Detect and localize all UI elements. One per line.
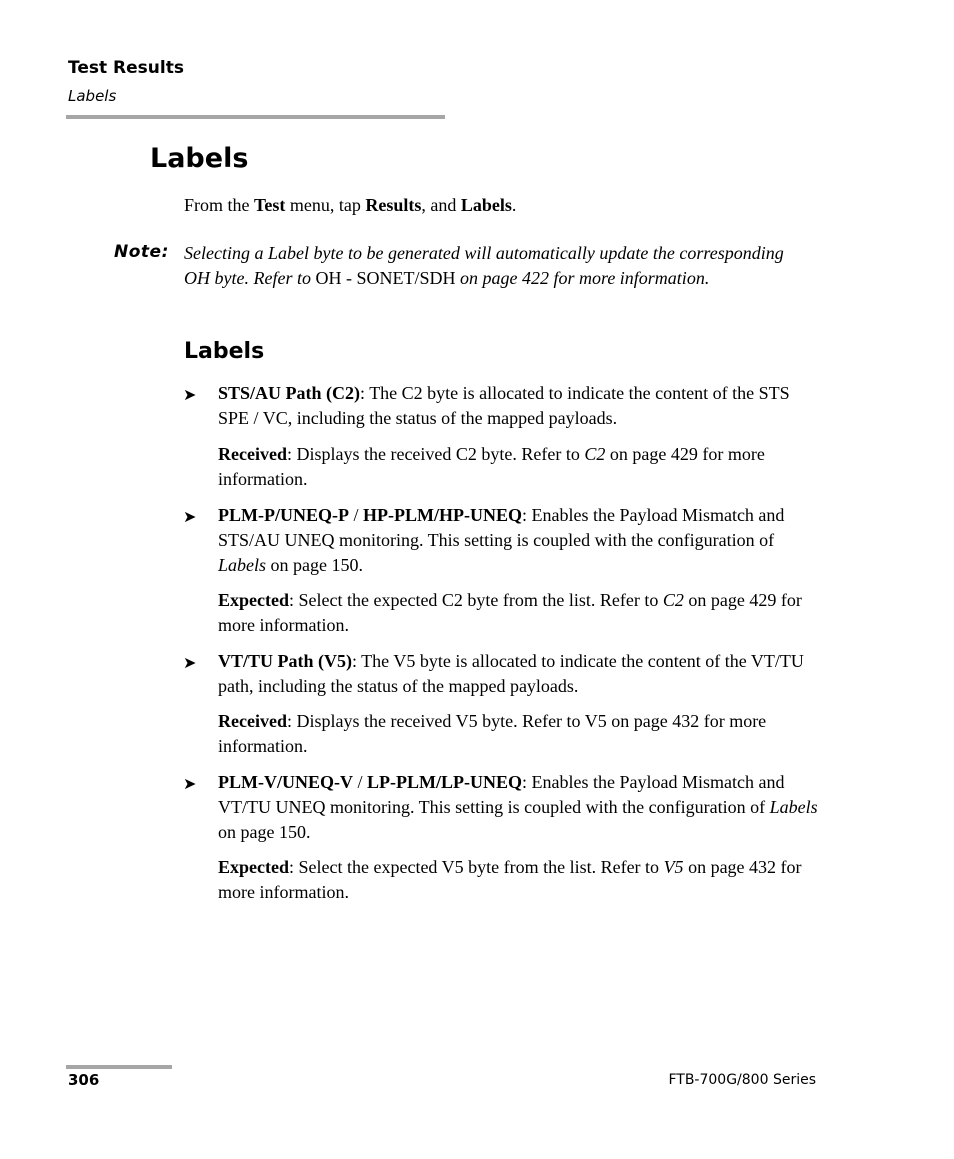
note-reference: OH - SONET/SDH	[315, 267, 456, 288]
bullet-arrow-icon: ➤	[183, 509, 197, 526]
page-number: 306	[68, 1071, 100, 1089]
list-item-plm-p: PLM-P/UNEQ-P / HP-PLM/HP-UNEQ: Enables the Payload Mismatch and STS/AU UNEQ monitoring. This setting is coupled with the configuration of Labels on page 150.	[218, 505, 785, 575]
running-header-section: Test Results	[68, 58, 184, 78]
list-item-plm-p-expected: Expected: Select the expected C2 byte from the list. Refer to C2 on page 429 for more information.	[218, 590, 802, 635]
running-header-subsection: Labels	[68, 87, 117, 105]
bullet-arrow-icon: ➤	[183, 387, 197, 404]
list-item-vt-tu-path: VT/TU Path (V5): The V5 byte is allocated to indicate the content of the VT/TU path, including the status of the mapped payloads.	[218, 651, 804, 696]
list-item-plm-v-expected: Expected: Select the expected V5 byte from the list. Refer to V5 on page 432 for more information.	[218, 857, 802, 902]
list-item-sts-au-path-received: Received: Displays the received C2 byte. Refer to C2 on page 429 for more information.	[218, 444, 765, 489]
list-item-vt-tu-path-received: Received: Displays the received V5 byte. Refer to V5 on page 432 for more information.	[218, 711, 767, 756]
header-rule	[66, 115, 445, 119]
note-label: Note:	[114, 242, 169, 262]
intro-paragraph: From the Test menu, tap Results, and Labels.	[184, 195, 517, 215]
list-item-plm-v: PLM-V/UNEQ-V / LP-PLM/LP-UNEQ: Enables the Payload Mismatch and VT/TU UNEQ monitoring. This setting is coupled with the configuration of Labels on page 150.	[218, 772, 818, 842]
list-item-sts-au-path: STS/AU Path (C2): The C2 byte is allocated to indicate the content of the STS SPE / VC, including the status of the mapped payloads.	[218, 383, 790, 428]
footer-rule	[66, 1065, 172, 1069]
bullet-arrow-icon: ➤	[183, 655, 197, 672]
note-text: Selecting a Label byte to be generated will automatically update the corresponding OH byte. Refer to OH - SONET/SDH on page 422 for more information.	[184, 243, 784, 288]
section-heading: Labels	[184, 339, 265, 364]
bullet-arrow-icon: ➤	[183, 776, 197, 793]
product-series: FTB-700G/800 Series	[668, 1072, 816, 1088]
page-title: Labels	[150, 143, 249, 174]
